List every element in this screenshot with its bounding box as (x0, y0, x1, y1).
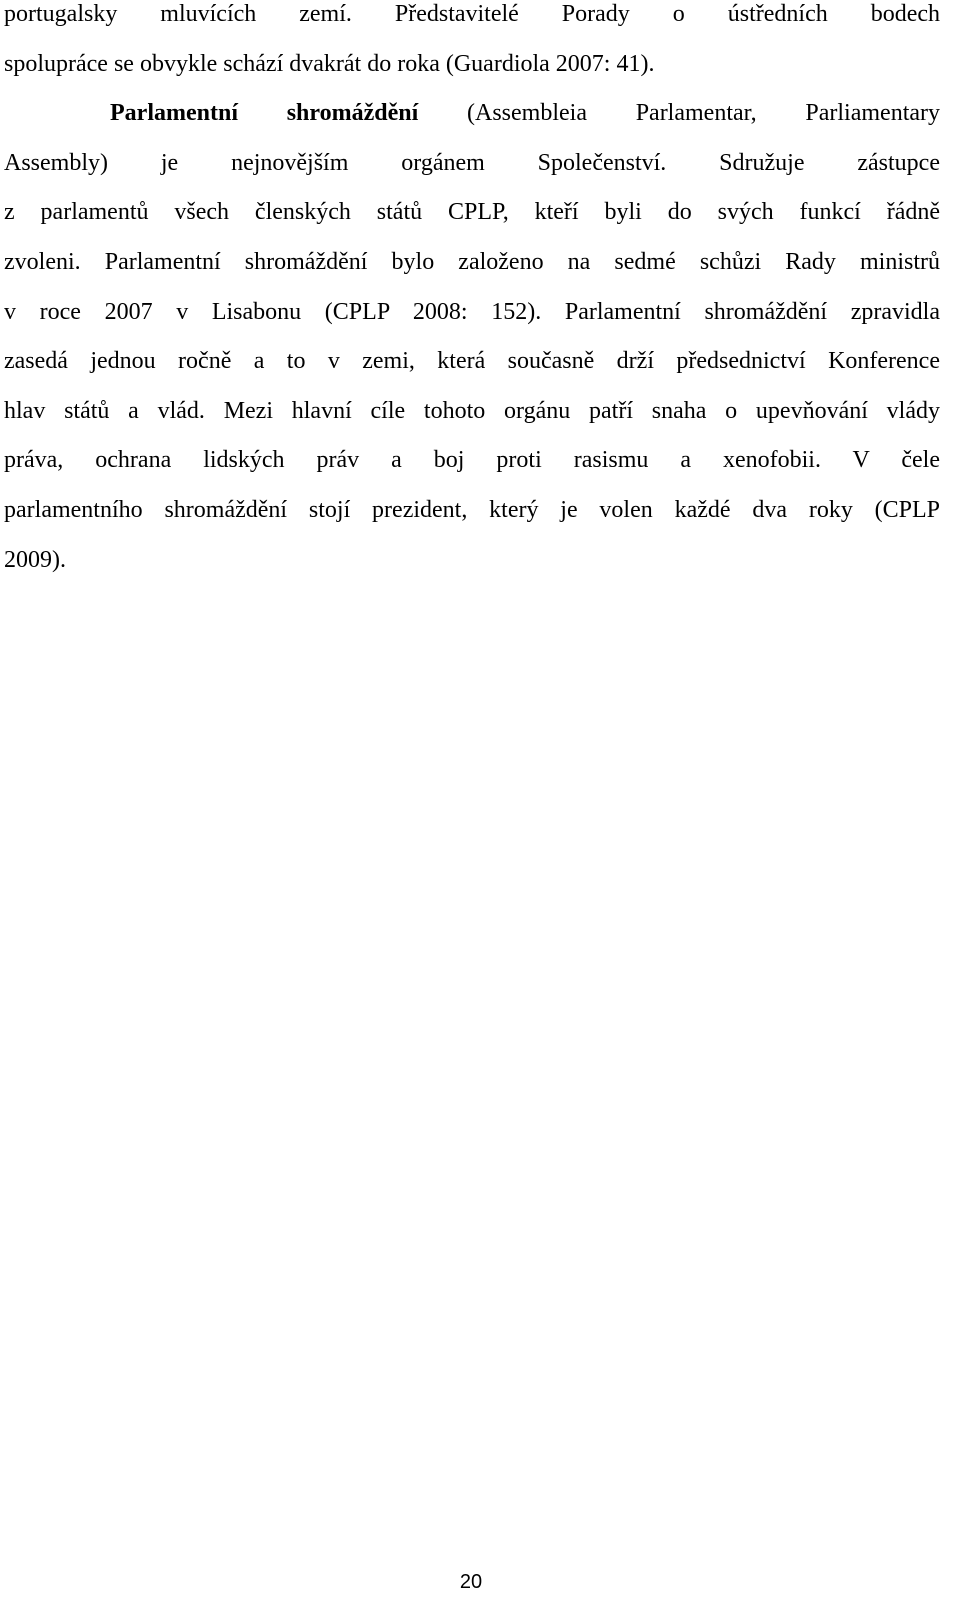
text-line: zasedá jednou ročně a to v zemi, která současně drží předsednictví Konference (4, 348, 940, 375)
text-line: portugalsky mluvících zemí. Představitelé Porady o ústředních bodech (4, 1, 940, 27)
text-line: spolupráce se obvykle schází dvakrát do roka (Guardiola 2007: 41). (4, 50, 655, 77)
term-parlamentni-shromazdeni: Parlamentní shromáždění (110, 100, 419, 127)
text-line: v roce 2007 v Lisabonu (CPLP 2008: 152). Parlamentní shromáždění zpravidla (4, 298, 940, 325)
text-line: hlav států a vlád. Mezi hlavní cíle tohoto orgánu patří snaha o upevňování vlády (4, 397, 940, 424)
text-line: Assembly) je nejnovějším orgánem Společenství. Sdružuje zástupce (4, 149, 940, 176)
text-line: Parlamentní shromáždění (Assembleia Parlamentar, Parliamentary (110, 100, 941, 127)
text-line: zvoleni. Parlamentní shromáždění bylo založeno na sedmé schůzi Rady ministrů (4, 248, 940, 275)
page-number: 20 (459, 1571, 483, 1593)
body-text (4, 0, 940, 585)
text-line: 2009). (4, 546, 66, 573)
text-line: práva, ochrana lidských práv a boj proti rasismu a xenofobii. V čele (4, 447, 940, 474)
text-line: z parlamentů všech členských států CPLP, kteří byli do svých funkcí řádně (4, 199, 940, 226)
text-line: parlamentního shromáždění stojí prezident, který je volen každé dva roky (CPLP (4, 496, 940, 523)
